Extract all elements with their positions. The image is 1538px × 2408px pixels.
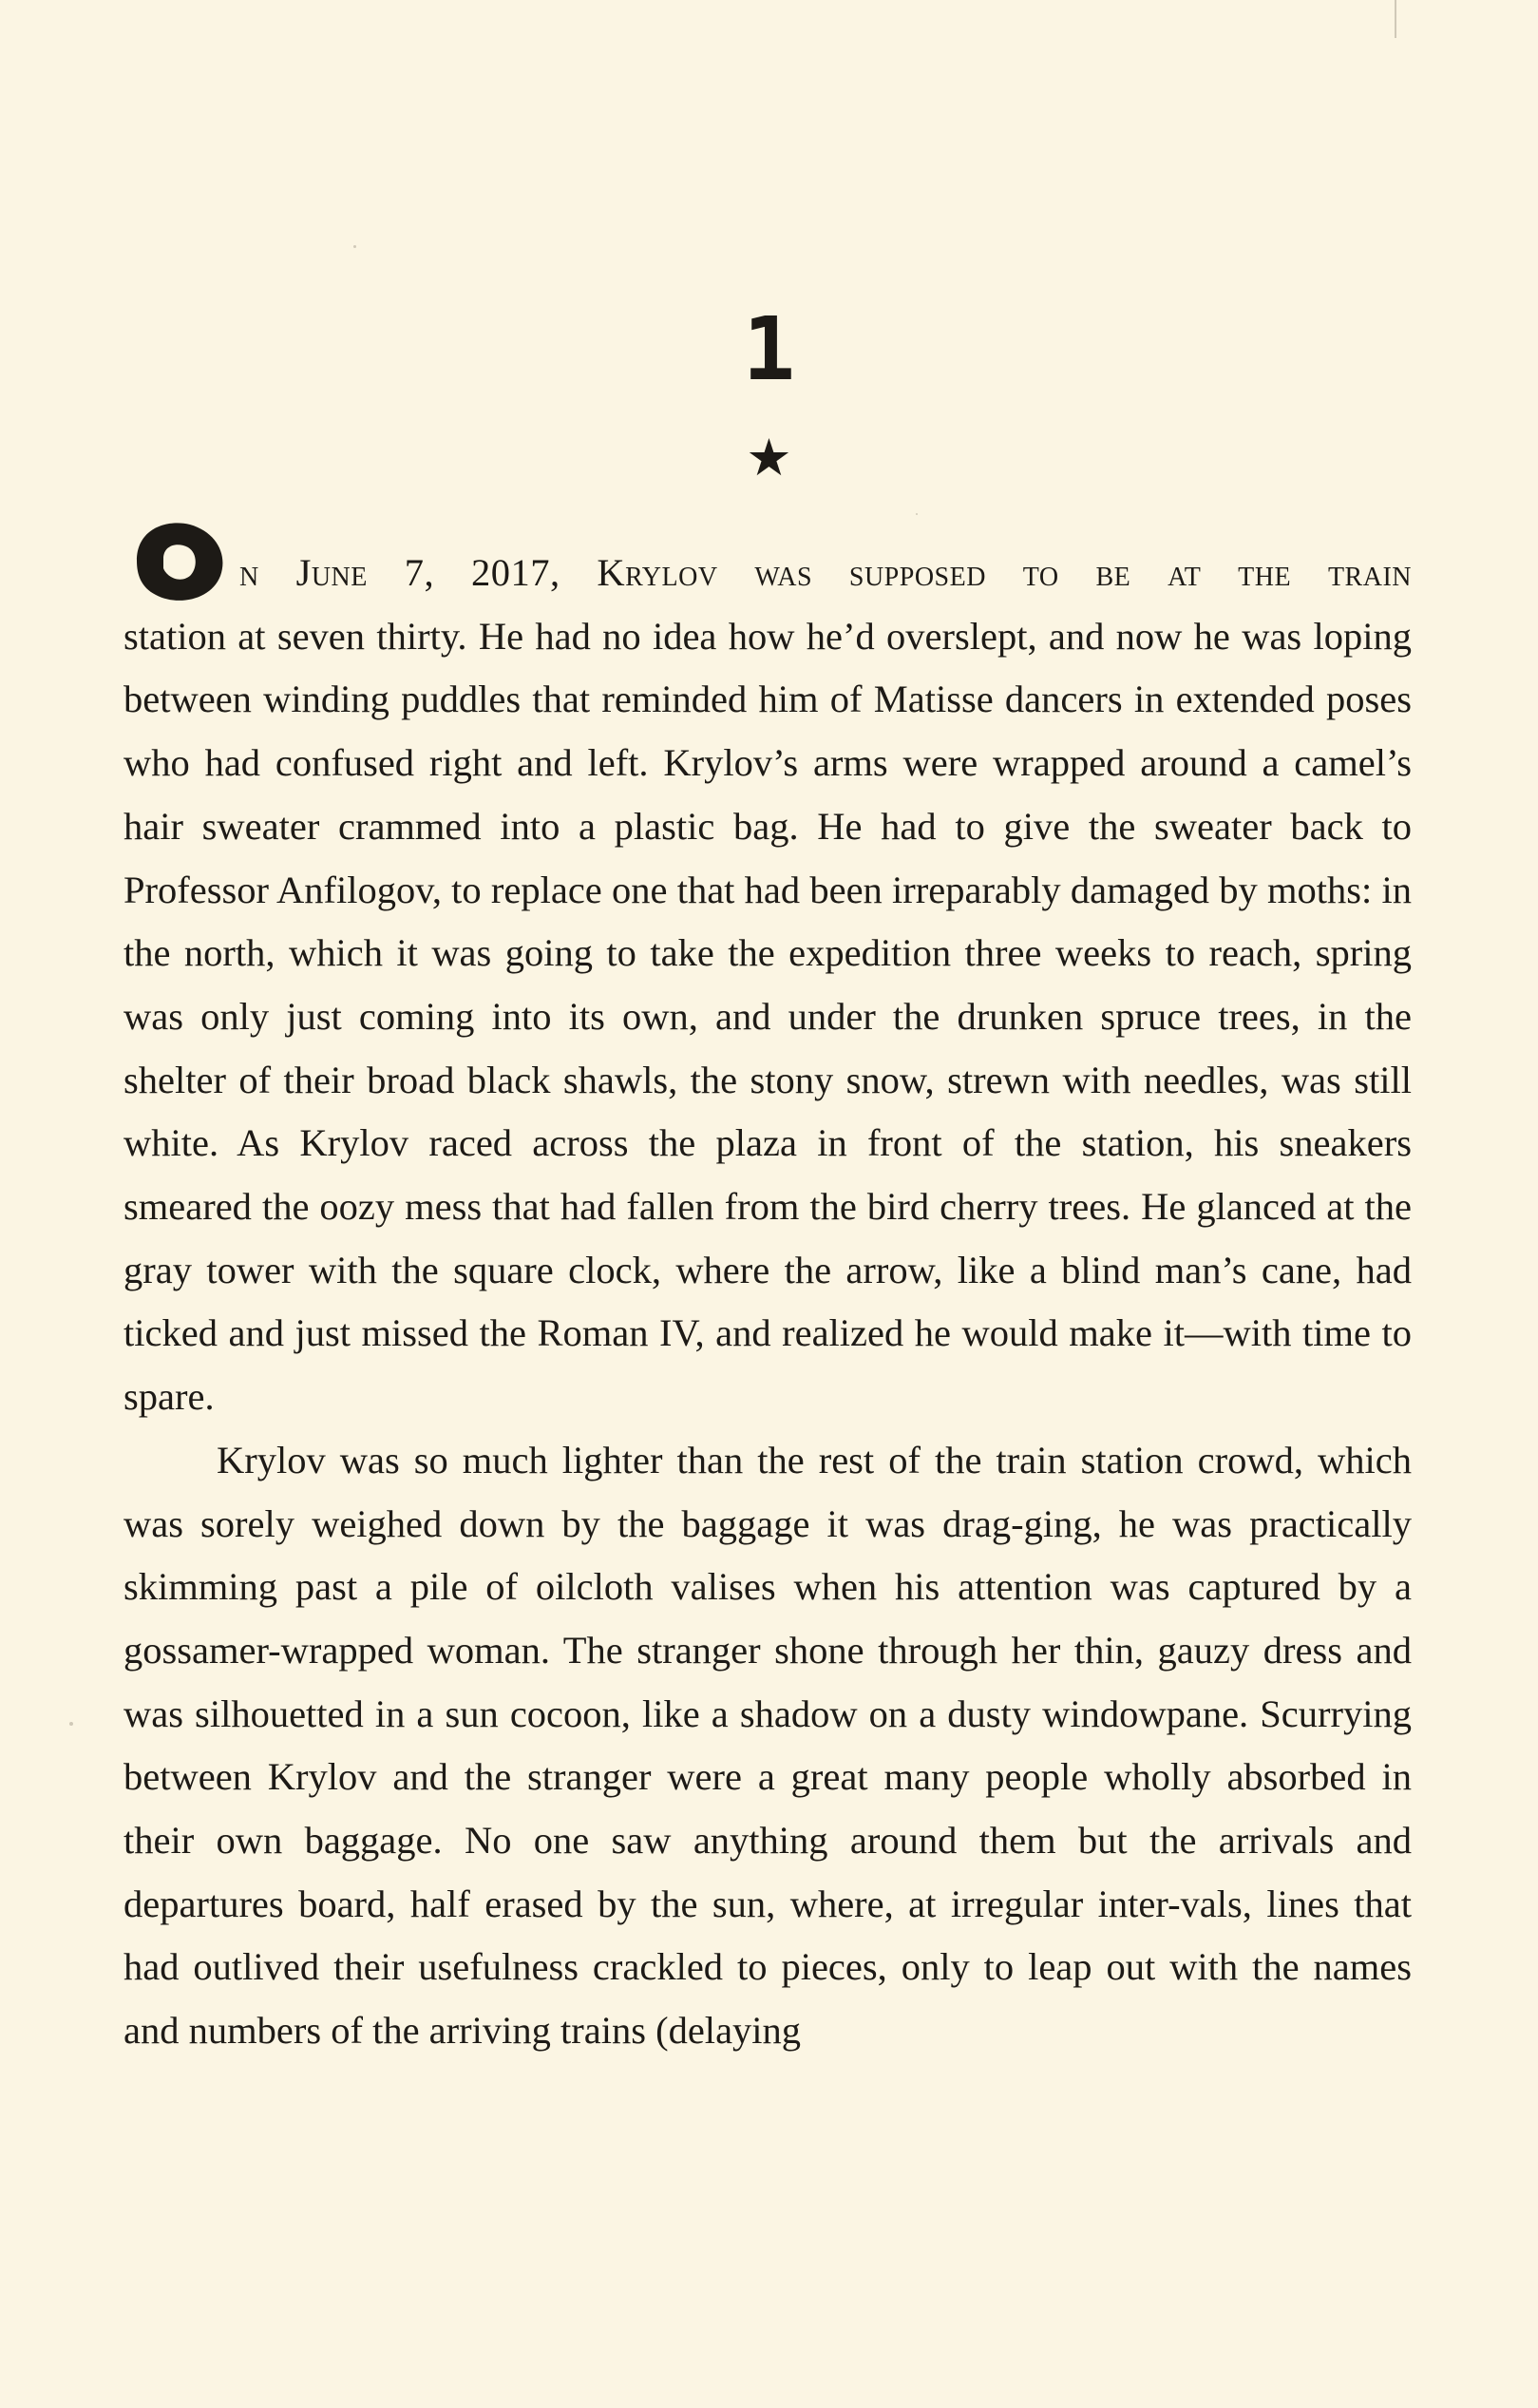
- opening-line-small-caps: n June 7, 2017, Krylov was supposed to be at the train: [239, 551, 1412, 594]
- chapter-number: 1: [742, 298, 796, 400]
- paper-speck: [353, 245, 356, 248]
- paragraph-1: station at seven thirty. He had no idea how he’d overslept, and now he was loping between winding puddles that reminded him of Matisse dancers in extended poses who had confused right and left. Krylov’s arms were wrapped around a camel’s hair sweater crammed into a plastic bag. He had to give the sweater back to Professor Anfilogov, to replace one that had been irreparably damaged by moths: in the north, which it was going to take the expedition three weeks to reach, spring was only just coming into its own, and under the drunken spruce trees, in the shelter of their broad black shawls, the stony snow, strewn with needles, was still white. As Krylov raced across the plaza in front of the station, his sneakers smeared the oozy mess that had fallen from the bird cherry trees. He glanced at the gray tower with the square clock, where the arrow, like a blind man’s cane, had ticked and just missed the Roman IV, and realized he would make it—with time to spare.: [123, 614, 1412, 1419]
- chapter-text: [123, 542, 1412, 2063]
- paper-speck: [69, 1722, 73, 1726]
- paper-crease: [1395, 0, 1396, 38]
- chapter-star-ornament: ★: [746, 430, 792, 487]
- paper-speck: [916, 513, 918, 515]
- paragraph-2: Krylov was so much lighter than the rest of the train station crowd, which was sorely weighed down by the baggage it was drag-ging, he was practically skimming past a pile of oilcloth valises when his attention was captured by a gossamer-wrapped woman. The stranger shone through her thin, gauzy dress and was silhouetted in a sun cocoon, like a shadow on a dusty windowpane. Scurrying between Krylov and the stranger were a great many people wholly absorbed in their own baggage. No one saw anything around them but the arrivals and departures board, half erased by the sun, where, at irregular inter-vals, lines that had outlived their usefulness crackled to pieces, only to leap out with the names and numbers of the arriving trains (delaying: [123, 1438, 1412, 2053]
